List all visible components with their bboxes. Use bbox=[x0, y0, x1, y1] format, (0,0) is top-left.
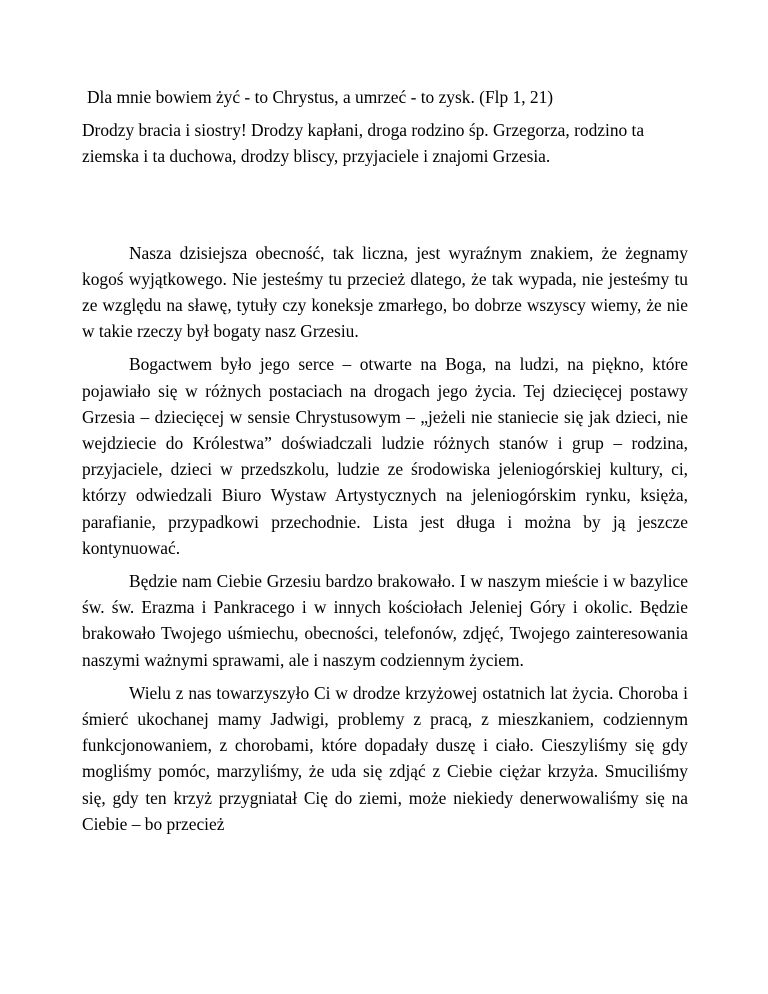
body-paragraph-2: Bogactwem było jego serce – otwarte na Boga, na ludzi, na piękno, które pojawiało się w różnych postaciach na drogach jego życia. Tej dziecięcej postawy Grzesia – dziecięcej w sensie Chrystusowym – „jeżeli nie staniecie się jak dzieci, nie wejdziecie do Królestwa” doświadczali ludzie różnych stanów i grup – rodzina, przyjaciele, dzieci w przedszkolu, ludzie ze środowiska jeleniogórskiej kultury, ci, którzy odwiedzali Biuro Wystaw Artystycznych na jeleniogórskim rynku, księża, parafianie, przypadkowi przechodnie. Lista jest długa i można by ją jeszcze kontynuować. bbox=[82, 354, 688, 558]
body-paragraph-1: Nasza dzisiejsza obecność, tak liczna, jest wyraźnym znakiem, że żegnamy kogoś wyjątkowego. Nie jesteśmy tu przecież dlatego, że tak wypada, nie jesteśmy tu ze względu na sławę, tytuły czy koneksje zmarłego, bo dobrze wszyscy wiemy, że nie w takie rzeczy był bogaty nasz Grzesiu. bbox=[82, 242, 688, 342]
motto-quote: Dla mnie bowiem żyć - to Chrystus, a umrzeć - to zysk. (Flp 1, 21) bbox=[87, 87, 554, 107]
document-page bbox=[82, 84, 688, 844]
body-paragraph-3: Będzie nam Ciebie Grzesiu bardzo brakowało. I w naszym mieście i w bazylice św. św. Erazma i Pankracego i w innych kościołach Jeleniej Góry i okolic. Będzie brakowało Twojego uśmiechu, obecności, telefonów, zdjęć, Twojego zainteresowania naszymi ważnymi sprawami, ale i naszym codziennym życiem. bbox=[82, 571, 688, 670]
greeting-paragraph: Drodzy bracia i siostry! Drodzy kapłani, droga rodzino śp. Grzegorza, rodzino ta ziemska i ta duchowa, drodzy bliscy, przyjaciele i znajomi Grzesia. bbox=[82, 120, 645, 167]
body-paragraph-4: Wielu z nas towarzyszyło Ci w drodze krzyżowej ostatnich lat życia. Choroba i śmierć ukochanej mamy Jadwigi, problemy z pracą, z mieszkaniem, codziennym funkcjonowaniem, z chorobami, które dopadały duszę i ciało. Cieszyliśmy się gdy mogliśmy pomóc, marzyliśmy, że uda się zdjąć z Ciebie ciężar krzyża. Smuciliśmy się, gdy ten krzyż przygniatał Cię do ziemi, może niekiedy denerwowaliśmy się na Ciebie – bo przecież bbox=[82, 682, 688, 834]
